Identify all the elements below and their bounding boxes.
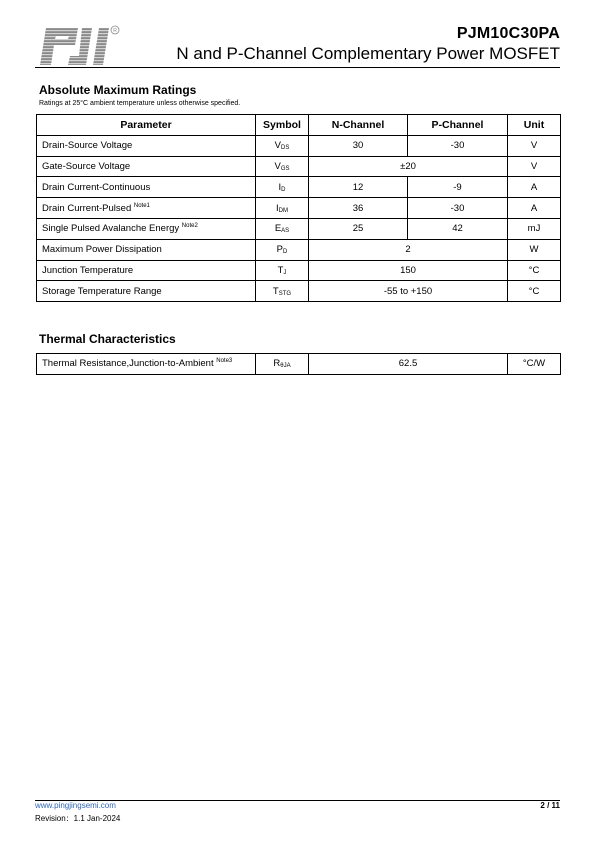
param-cell: Drain Current-Continuous (37, 177, 256, 198)
table-row (37, 260, 561, 281)
table-row (37, 281, 561, 302)
p-channel-cell: -30 (408, 135, 508, 156)
pj-logo-icon (38, 24, 122, 66)
symbol-cell: $V_{GS}$ (256, 156, 309, 177)
param-cell: Storage Temperature Range (37, 281, 256, 302)
abs-max-note: Ratings at 25°C ambient temperature unless otherwise specified. (39, 100, 241, 107)
symbol-cell: $V_{DS}$ (256, 135, 309, 156)
param-cell: Gate-Source Voltage (37, 156, 256, 177)
shared-value-cell: 2 (309, 239, 508, 260)
unit-cell: mJ (508, 218, 561, 239)
symbol-cell: $I_{DM}$ (256, 198, 309, 219)
unit-cell: °C (508, 260, 561, 281)
param-cell: Maximum Power Dissipation (37, 239, 256, 260)
unit-cell: V (508, 156, 561, 177)
n-channel-cell: 36 (309, 198, 408, 219)
abs-max-title: Absolute Maximum Ratings (39, 83, 197, 97)
p-channel-cell: 42 (408, 218, 508, 239)
n-channel-cell: 25 (309, 218, 408, 239)
col-header: Unit (508, 115, 561, 136)
param-cell: Thermal Resistance,Junction-to-Ambient $^{Note3}$ (37, 354, 256, 375)
table-row (37, 135, 561, 156)
p-channel-cell: -30 (408, 198, 508, 219)
unit-cell: °C/W (508, 354, 561, 375)
shared-value-cell: ±20 (309, 156, 508, 177)
unit-cell: V (508, 135, 561, 156)
symbol-cell: $T_{STG}$ (256, 281, 309, 302)
p-channel-cell: -9 (408, 177, 508, 198)
param-cell: Junction Temperature (37, 260, 256, 281)
registered-mark: R (113, 28, 117, 34)
part-description: N and P-Channel Complementary Power MOSFET (176, 44, 560, 63)
table-row (37, 354, 561, 375)
table-row (37, 239, 561, 260)
header-divider (35, 67, 560, 68)
param-cell: Drain-Source Voltage (37, 135, 256, 156)
thermal-table (36, 353, 561, 375)
table-header-row (37, 115, 561, 136)
shared-value-cell: 150 (309, 260, 508, 281)
website-link[interactable]: www.pingjingsemi.com (35, 801, 116, 810)
symbol-cell: $P_D$ (256, 239, 309, 260)
unit-cell: W (508, 239, 561, 260)
shared-value-cell: -55 to +150 (309, 281, 508, 302)
unit-cell: °C (508, 281, 561, 302)
col-header: Parameter (37, 115, 256, 136)
table-row (37, 156, 561, 177)
table-row (37, 198, 561, 219)
revision-text: Revision：1.1 Jan-2024 (35, 814, 121, 823)
shared-value-cell: 62.5 (309, 354, 508, 375)
col-header: N-Channel (309, 115, 408, 136)
param-cell: Drain Current-Pulsed $^{Note1}$ (37, 198, 256, 219)
symbol-cell: $E_{AS}$ (256, 218, 309, 239)
col-header: P-Channel (408, 115, 508, 136)
col-header: Symbol (256, 115, 309, 136)
table-row (37, 177, 561, 198)
unit-cell: A (508, 198, 561, 219)
n-channel-cell: 30 (309, 135, 408, 156)
thermal-title: Thermal Characteristics (39, 332, 176, 346)
symbol-cell: $T_J$ (256, 260, 309, 281)
abs-max-table (36, 114, 561, 302)
part-number: PJM10C30PA (456, 25, 560, 42)
n-channel-cell: 12 (309, 177, 408, 198)
param-cell: Single Pulsed Avalanche Energy $^{Note2}$ (37, 218, 256, 239)
symbol-cell: $I_D$ (256, 177, 309, 198)
unit-cell: A (508, 177, 561, 198)
table-row (37, 218, 561, 239)
symbol-cell: $R_{\theta JA}$ (256, 354, 309, 375)
page-number: 2 / 11 (540, 801, 560, 810)
